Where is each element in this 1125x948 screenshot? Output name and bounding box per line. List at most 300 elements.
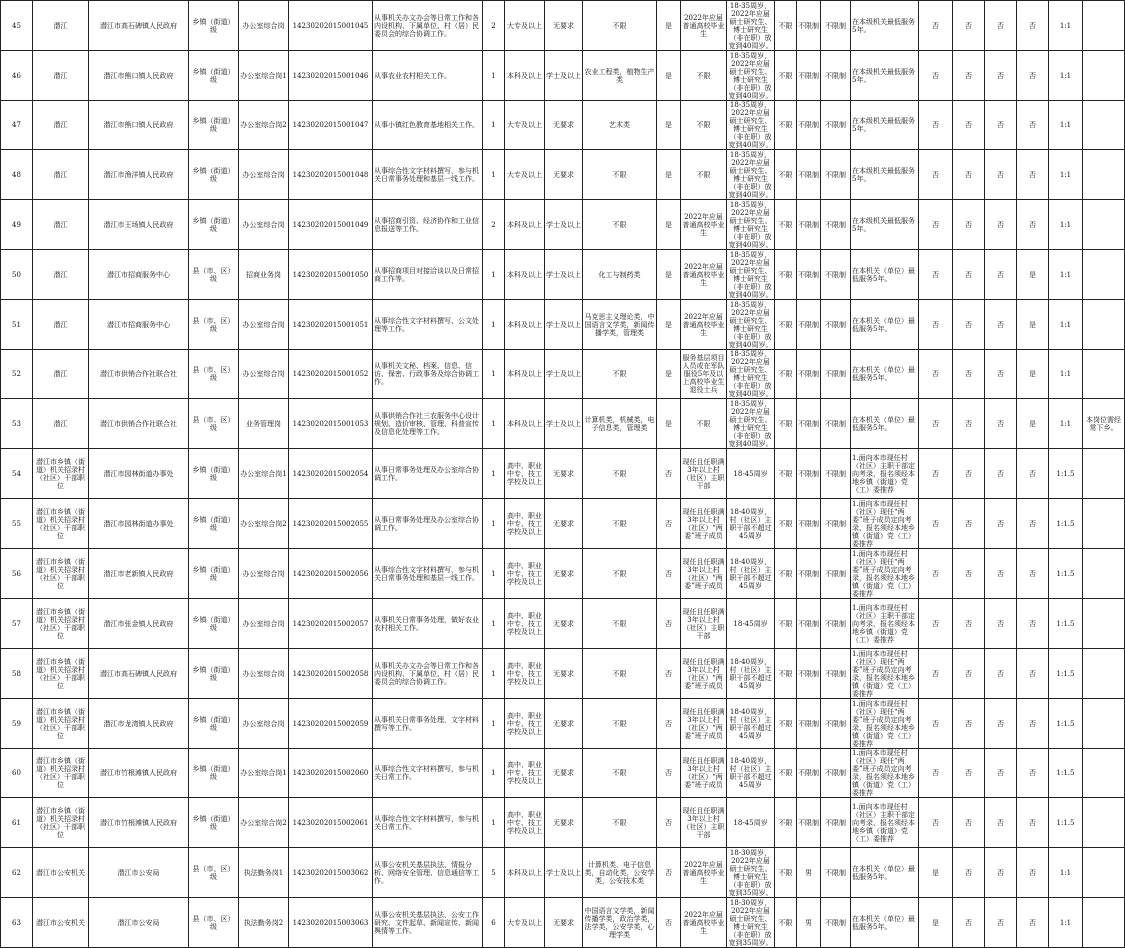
cell-row-number: 51	[1, 300, 33, 350]
cell-post-code: 14230202015002060	[289, 749, 373, 798]
cell-education: 高中、职业中专、技工学校及以上	[505, 499, 545, 549]
cell-age-requirement: 18-30周岁，2022年应届硕士研究生、博士研究生（非在职）放宽到35周岁。	[727, 848, 775, 898]
cell-c11: 2022年应届普通高校毕业生	[681, 1, 727, 51]
cell-c15: 不限制	[821, 499, 851, 549]
cell-region: 潜江市乡镇（街道）机关招录村（社区）干部职位	[33, 599, 89, 649]
cell-c17: 否	[919, 101, 953, 150]
cell-employer: 潜江市熊口镇人民政府	[89, 51, 189, 101]
cell-post-code: 14230202015001048	[289, 150, 373, 200]
cell-c13: 不限	[775, 699, 797, 749]
cell-c17: 否	[919, 749, 953, 798]
cell-region: 潜江	[33, 1, 89, 51]
cell-region: 潜江	[33, 150, 89, 200]
cell-region: 潜江市乡镇（街道）机关招录村（社区）干部职位	[33, 549, 89, 599]
cell-c10: 是	[657, 150, 681, 200]
cell-exam-ratio: 1:1	[1049, 848, 1083, 898]
cell-remarks	[1083, 250, 1125, 300]
table-row	[1, 150, 1125, 200]
cell-service-term: 在本级机关最低服务5年。	[851, 101, 919, 150]
cell-degree: 无要求	[545, 549, 583, 599]
cell-employer-level: 乡镇（街道）级	[189, 549, 239, 599]
cell-recruit-count: 1	[483, 399, 505, 449]
cell-duty-description: 从事机关文秘、档案、信息、信访、保密、行政事务及综合协调工作。	[373, 350, 483, 399]
cell-degree: 无要求	[545, 1, 583, 51]
cell-row-number: 57	[1, 599, 33, 649]
cell-c19: 否	[985, 250, 1017, 300]
cell-c10: 是	[657, 200, 681, 250]
cell-region: 潜江市乡镇（街道）机关招录村（社区）干部职位	[33, 449, 89, 499]
cell-c15: 不限制	[821, 549, 851, 599]
cell-age-requirement: 18-45周岁	[727, 449, 775, 499]
cell-c11: 不限	[681, 399, 727, 449]
cell-duty-description: 从事供销合作社三农服务中心设计规划、造价审核、管理、科普宣传及信息化处理等工作。	[373, 399, 483, 449]
cell-post-name: 招商业务岗	[239, 250, 289, 300]
cell-c11: 现任且任职满3年以上村（社区）主职干部	[681, 798, 727, 848]
table-row	[1, 649, 1125, 699]
cell-duty-description: 从事农业农村相关工作。	[373, 51, 483, 101]
cell-duty-description: 从事小镇红色教育基地相关工作。	[373, 101, 483, 150]
cell-recruit-count: 1	[483, 749, 505, 798]
table-row	[1, 399, 1125, 449]
cell-post-code: 14230202015002055	[289, 499, 373, 549]
cell-c11: 现任且任职满3年以上村（社区）“两委”班子成员	[681, 699, 727, 749]
cell-post-name: 办公室综合岗2	[239, 798, 289, 848]
cell-employer-level: 乡镇（街道）级	[189, 699, 239, 749]
cell-remarks	[1083, 649, 1125, 699]
cell-c11: 2022年应届普通高校毕业生	[681, 898, 727, 948]
cell-employer-level: 乡镇（街道）级	[189, 150, 239, 200]
cell-age-requirement: 18-40周岁，村（社区）主职干部不超过45周岁	[727, 749, 775, 798]
cell-degree: 无要求	[545, 749, 583, 798]
cell-c17: 否	[919, 599, 953, 649]
cell-c17: 是	[919, 898, 953, 948]
cell-exam-ratio: 1:1.5	[1049, 649, 1083, 699]
cell-employer: 潜江市竹根滩镇人民政府	[89, 798, 189, 848]
cell-gender: 不限制	[797, 499, 821, 549]
cell-c18: 否	[953, 200, 985, 250]
cell-employer-level: 县（市、区）级	[189, 848, 239, 898]
cell-employer: 潜江市渔洋镇人民政府	[89, 150, 189, 200]
cell-row-number: 49	[1, 200, 33, 250]
cell-employer: 潜江市张金镇人民政府	[89, 599, 189, 649]
cell-recruit-count: 1	[483, 798, 505, 848]
cell-recruit-count: 1	[483, 649, 505, 699]
cell-major: 不限	[583, 798, 657, 848]
cell-duty-description: 从事公安机关基层执法、情报分析、网络安全管理、信息通信等工作。	[373, 848, 483, 898]
cell-major: 不限	[583, 150, 657, 200]
cell-exam-ratio: 1:1	[1049, 150, 1083, 200]
cell-post-name: 办公室综合岗	[239, 549, 289, 599]
cell-exam-ratio: 1:1	[1049, 1, 1083, 51]
cell-service-term: 在本机关（单位）最低服务5年。	[851, 300, 919, 350]
cell-c11: 现任且任职满3年以上村（社区）主职干部	[681, 599, 727, 649]
cell-major: 计算机类，机械类，电子信息类，管理类	[583, 399, 657, 449]
table-row	[1, 749, 1125, 798]
cell-c20: 否	[1017, 200, 1049, 250]
cell-recruit-count: 1	[483, 300, 505, 350]
cell-c13: 不限	[775, 51, 797, 101]
cell-major: 不限	[583, 649, 657, 699]
cell-age-requirement: 18-40周岁，村（社区）主职干部不超过45周岁	[727, 499, 775, 549]
cell-c19: 否	[985, 1, 1017, 51]
cell-c19: 否	[985, 848, 1017, 898]
cell-remarks	[1083, 749, 1125, 798]
cell-c19: 否	[985, 699, 1017, 749]
cell-post-name: 执法勤务岗2	[239, 898, 289, 948]
cell-service-term: 在本机关（单位）最低服务5年。	[851, 848, 919, 898]
cell-c20: 是	[1017, 399, 1049, 449]
cell-education: 本科及以上	[505, 51, 545, 101]
cell-c19: 否	[985, 798, 1017, 848]
cell-exam-ratio: 1:1.5	[1049, 749, 1083, 798]
table-body	[1, 1, 1125, 948]
cell-row-number: 46	[1, 51, 33, 101]
cell-education: 高中、职业中专、技工学校及以上	[505, 699, 545, 749]
cell-degree: 无要求	[545, 101, 583, 150]
cell-post-code: 14230202015002056	[289, 549, 373, 599]
cell-c13: 不限	[775, 798, 797, 848]
cell-degree: 学士及以上	[545, 300, 583, 350]
table-row	[1, 200, 1125, 250]
cell-remarks	[1083, 300, 1125, 350]
cell-post-code: 14230202015001050	[289, 250, 373, 300]
cell-c11: 服务基层项目人员或在军队服役5年及以上高校毕业生退役士兵	[681, 350, 727, 399]
cell-c10: 否	[657, 898, 681, 948]
cell-c15: 不限制	[821, 699, 851, 749]
cell-service-term: 在本级机关最低服务5年。	[851, 150, 919, 200]
cell-remarks	[1083, 101, 1125, 150]
cell-post-code: 14230202015001045	[289, 1, 373, 51]
cell-education: 大专及以上	[505, 150, 545, 200]
cell-major: 农业工程类，植物生产类	[583, 51, 657, 101]
cell-recruit-count: 5	[483, 848, 505, 898]
cell-education: 高中、职业中专、技工学校及以上	[505, 549, 545, 599]
cell-c17: 否	[919, 399, 953, 449]
cell-c19: 否	[985, 549, 1017, 599]
cell-c13: 不限	[775, 250, 797, 300]
cell-employer-level: 县（市、区）级	[189, 300, 239, 350]
cell-c19: 否	[985, 350, 1017, 399]
cell-c10: 否	[657, 699, 681, 749]
cell-employer-level: 乡镇（街道）级	[189, 101, 239, 150]
cell-row-number: 54	[1, 449, 33, 499]
cell-employer: 潜江市熊口镇人民政府	[89, 101, 189, 150]
cell-age-requirement: 18-35周岁，2022年应届硕士研究生、博士研究生（非在职）放宽到40周岁。	[727, 250, 775, 300]
table-row	[1, 848, 1125, 898]
cell-exam-ratio: 1:1	[1049, 101, 1083, 150]
table-row	[1, 101, 1125, 150]
cell-service-term: 在本机关（单位）最低服务5年。	[851, 250, 919, 300]
cell-education: 本科及以上	[505, 300, 545, 350]
cell-degree: 学士及以上	[545, 51, 583, 101]
cell-gender: 不限制	[797, 150, 821, 200]
cell-c19: 否	[985, 599, 1017, 649]
cell-exam-ratio: 1:1.5	[1049, 699, 1083, 749]
cell-c10: 是	[657, 1, 681, 51]
cell-c18: 否	[953, 898, 985, 948]
cell-gender: 不限制	[797, 51, 821, 101]
cell-c18: 否	[953, 599, 985, 649]
cell-c20: 否	[1017, 549, 1049, 599]
cell-row-number: 59	[1, 699, 33, 749]
cell-c10: 否	[657, 549, 681, 599]
cell-major: 不限	[583, 699, 657, 749]
cell-c15: 不限制	[821, 649, 851, 699]
cell-post-name: 办公室综合岗	[239, 599, 289, 649]
cell-c10: 是	[657, 399, 681, 449]
cell-exam-ratio: 1:1.5	[1049, 549, 1083, 599]
cell-recruit-count: 2	[483, 1, 505, 51]
cell-recruit-count: 1	[483, 599, 505, 649]
cell-employer: 潜江市招商服务中心	[89, 250, 189, 300]
cell-employer-level: 县（市、区）级	[189, 350, 239, 399]
cell-gender: 不限制	[797, 200, 821, 250]
cell-c11: 现任且任职满3年以上村（社区）“两委”班子成员	[681, 649, 727, 699]
cell-post-name: 办公室综合岗	[239, 699, 289, 749]
cell-c20: 否	[1017, 101, 1049, 150]
cell-age-requirement: 18-35周岁，2022年应届硕士研究生、博士研究生（非在职）放宽到40周岁。	[727, 399, 775, 449]
cell-recruit-count: 1	[483, 250, 505, 300]
cell-exam-ratio: 1:1	[1049, 200, 1083, 250]
cell-c11: 2022年应届普通高校毕业生	[681, 300, 727, 350]
cell-post-name: 办公室综合岗	[239, 200, 289, 250]
cell-exam-ratio: 1:1	[1049, 250, 1083, 300]
cell-employer-level: 乡镇（街道）级	[189, 649, 239, 699]
cell-remarks	[1083, 350, 1125, 399]
cell-c20: 否	[1017, 599, 1049, 649]
cell-row-number: 53	[1, 399, 33, 449]
cell-service-term: 在本级机关最低服务5年。	[851, 51, 919, 101]
cell-post-name: 办公室综合岗	[239, 350, 289, 399]
cell-duty-description: 从事公安机关基层执法、公安工作研究、文件起草、新闻宣传、新闻舆情等工作。	[373, 898, 483, 948]
cell-post-code: 14230202015002057	[289, 599, 373, 649]
cell-employer-level: 乡镇（街道）级	[189, 749, 239, 798]
cell-major: 不限	[583, 1, 657, 51]
cell-region: 潜江	[33, 200, 89, 250]
cell-service-term: 在本机关（单位）最低服务5年。	[851, 350, 919, 399]
cell-service-term: 在本机关（单位）最低服务5年。	[851, 399, 919, 449]
cell-c11: 不限	[681, 51, 727, 101]
cell-exam-ratio: 1:1	[1049, 300, 1083, 350]
cell-employer-level: 乡镇（街道）级	[189, 798, 239, 848]
cell-c13: 不限	[775, 150, 797, 200]
cell-exam-ratio: 1:1.5	[1049, 499, 1083, 549]
cell-c19: 否	[985, 749, 1017, 798]
cell-employer: 潜江市园林街道办事处	[89, 449, 189, 499]
cell-c11: 现任且任职满3年以上村（社区）主职干部	[681, 449, 727, 499]
cell-post-name: 业务管理岗	[239, 399, 289, 449]
cell-c20: 否	[1017, 51, 1049, 101]
cell-row-number: 63	[1, 898, 33, 948]
cell-c20: 否	[1017, 699, 1049, 749]
cell-duty-description: 从事机关办文办会等日常工作和各内设机构、下属单位、村（居）民委员会的综合协调工作。	[373, 1, 483, 51]
cell-c17: 否	[919, 51, 953, 101]
cell-c17: 否	[919, 699, 953, 749]
cell-education: 大专及以上	[505, 898, 545, 948]
cell-c18: 否	[953, 399, 985, 449]
cell-exam-ratio: 1:1	[1049, 51, 1083, 101]
cell-c15: 不限制	[821, 898, 851, 948]
cell-post-code: 14230202015001047	[289, 101, 373, 150]
cell-c18: 否	[953, 499, 985, 549]
cell-degree: 学士及以上	[545, 200, 583, 250]
cell-c19: 否	[985, 449, 1017, 499]
cell-c17: 否	[919, 798, 953, 848]
cell-c13: 不限	[775, 350, 797, 399]
cell-remarks	[1083, 599, 1125, 649]
cell-recruit-count: 1	[483, 449, 505, 499]
cell-post-name: 执法勤务岗1	[239, 848, 289, 898]
cell-c10: 是	[657, 250, 681, 300]
cell-c20: 否	[1017, 848, 1049, 898]
cell-c11: 现任且任职满3年以上村（社区）“两委”班子成员	[681, 749, 727, 798]
cell-c13: 不限	[775, 300, 797, 350]
cell-row-number: 56	[1, 549, 33, 599]
cell-age-requirement: 18-35周岁，2022年应届硕士研究生、博士研究生（非在职）放宽到40周岁。	[727, 150, 775, 200]
cell-c15: 不限制	[821, 101, 851, 150]
cell-education: 高中、职业中专、技工学校及以上	[505, 649, 545, 699]
cell-employer: 潜江市公安局	[89, 898, 189, 948]
cell-employer-level: 乡镇（街道）级	[189, 449, 239, 499]
cell-age-requirement: 18-40周岁，村（社区）主职干部不超过45周岁	[727, 699, 775, 749]
cell-employer-level: 乡镇（街道）级	[189, 200, 239, 250]
table-row	[1, 499, 1125, 549]
cell-degree: 学士及以上	[545, 350, 583, 399]
cell-remarks	[1083, 699, 1125, 749]
cell-row-number: 55	[1, 499, 33, 549]
cell-service-term: 1.面向本市现任村（社区）现任“两委”班子成员定向考录，报名须经本地乡镇（街道）党（工）委推荐	[851, 499, 919, 549]
cell-gender: 不限制	[797, 449, 821, 499]
table-row	[1, 300, 1125, 350]
cell-duty-description: 从事机关日常事务处理，做好农业农村相关工作。	[373, 599, 483, 649]
cell-c15: 不限制	[821, 51, 851, 101]
cell-post-name: 办公室综合岗1	[239, 749, 289, 798]
cell-post-code: 14230202015001046	[289, 51, 373, 101]
cell-exam-ratio: 1:1.5	[1049, 449, 1083, 499]
table-row	[1, 599, 1125, 649]
cell-c13: 不限	[775, 649, 797, 699]
cell-post-name: 办公室综合岗	[239, 150, 289, 200]
cell-exam-ratio: 1:1.5	[1049, 798, 1083, 848]
cell-row-number: 50	[1, 250, 33, 300]
cell-c15: 不限制	[821, 848, 851, 898]
cell-employer: 潜江市龙湾镇人民政府	[89, 699, 189, 749]
cell-gender: 不限制	[797, 798, 821, 848]
cell-c15: 不限制	[821, 599, 851, 649]
cell-gender: 不限制	[797, 250, 821, 300]
cell-recruit-count: 2	[483, 200, 505, 250]
cell-service-term: 在本级机关最低服务5年。	[851, 200, 919, 250]
table-row	[1, 898, 1125, 948]
cell-c11: 不限	[681, 150, 727, 200]
cell-service-term: 1.面向本市现任村（社区）现任“两委”班子成员定向考录，报名须经本地乡镇（街道）党（工）委推荐	[851, 749, 919, 798]
cell-major: 不限	[583, 549, 657, 599]
cell-employer: 潜江市老新镇人民政府	[89, 549, 189, 599]
cell-degree: 无要求	[545, 699, 583, 749]
cell-duty-description: 从事综合性文字材料撰写，参与机关日常事务处理和基层一线工作。	[373, 549, 483, 599]
cell-duty-description: 从事综合性文字材料撰写，参与机关日常工作。	[373, 749, 483, 798]
cell-c17: 否	[919, 649, 953, 699]
cell-remarks	[1083, 200, 1125, 250]
cell-c10: 否	[657, 449, 681, 499]
cell-c13: 不限	[775, 898, 797, 948]
cell-gender: 不限制	[797, 749, 821, 798]
table-row	[1, 798, 1125, 848]
cell-major: 不限	[583, 599, 657, 649]
cell-c10: 是	[657, 300, 681, 350]
cell-c11: 2022年应届普通高校毕业生	[681, 848, 727, 898]
cell-gender: 不限制	[797, 599, 821, 649]
cell-c13: 不限	[775, 549, 797, 599]
cell-employer: 潜江市竹根滩镇人民政府	[89, 749, 189, 798]
cell-c20: 是	[1017, 250, 1049, 300]
cell-service-term: 1.面向本市现任村（社区）现任“两委”班子成员定向考录，报名须经本地乡镇（街道）党（工）委推荐	[851, 699, 919, 749]
cell-c19: 否	[985, 399, 1017, 449]
cell-post-name: 办公室综合岗	[239, 649, 289, 699]
cell-c13: 不限	[775, 1, 797, 51]
cell-major: 化工与制药类	[583, 250, 657, 300]
cell-age-requirement: 18-45周岁	[727, 599, 775, 649]
table-row	[1, 250, 1125, 300]
cell-degree: 无要求	[545, 649, 583, 699]
cell-major: 计算机类，电子信息类，自动化类，公安学类，公安技术类	[583, 848, 657, 898]
cell-education: 本科及以上	[505, 250, 545, 300]
cell-remarks	[1083, 1, 1125, 51]
cell-recruit-count: 6	[483, 898, 505, 948]
cell-recruit-count: 1	[483, 549, 505, 599]
cell-c20: 否	[1017, 449, 1049, 499]
cell-age-requirement: 18-35周岁，2022年应届硕士研究生、博士研究生（非在职）放宽到40周岁。	[727, 1, 775, 51]
cell-remarks	[1083, 449, 1125, 499]
cell-c20: 是	[1017, 300, 1049, 350]
cell-service-term: 1.面向本市现任村（社区）主职干部定向考录，报名须经本地乡镇（街道）党（工）委推荐	[851, 449, 919, 499]
cell-c18: 否	[953, 649, 985, 699]
cell-c17: 否	[919, 449, 953, 499]
cell-c17: 否	[919, 250, 953, 300]
cell-remarks	[1083, 898, 1125, 948]
cell-row-number: 47	[1, 101, 33, 150]
cell-post-code: 14230202015001049	[289, 200, 373, 250]
cell-post-name: 办公室综合岗2	[239, 499, 289, 549]
cell-post-code: 14230202015002054	[289, 449, 373, 499]
cell-duty-description: 从事机关办文办会等日常工作和各内设机构、下属单位、村（居）民委员会的综合协调工作。	[373, 649, 483, 699]
cell-region: 潜江市乡镇（街道）机关招录村（社区）干部职位	[33, 749, 89, 798]
cell-duty-description: 从事综合性文字材料撰写、公文处理等工作。	[373, 300, 483, 350]
cell-employer: 潜江市招商服务中心	[89, 300, 189, 350]
cell-c17: 否	[919, 150, 953, 200]
cell-region: 潜江	[33, 350, 89, 399]
cell-row-number: 58	[1, 649, 33, 699]
cell-post-name: 办公室综合岗2	[239, 101, 289, 150]
cell-major: 不限	[583, 749, 657, 798]
cell-c18: 否	[953, 848, 985, 898]
cell-employer-level: 县（市、区）级	[189, 898, 239, 948]
cell-c11: 2022年应届普通高校毕业生	[681, 200, 727, 250]
cell-c19: 否	[985, 51, 1017, 101]
cell-exam-ratio: 1:1	[1049, 898, 1083, 948]
cell-age-requirement: 18-35周岁，2022年应届硕士研究生、博士研究生（非在职）放宽到40周岁。	[727, 200, 775, 250]
cell-c13: 不限	[775, 749, 797, 798]
cell-c18: 否	[953, 798, 985, 848]
cell-degree: 无要求	[545, 599, 583, 649]
cell-duty-description: 从事日常事务处理及办公室综合协调工作。	[373, 499, 483, 549]
cell-degree: 无要求	[545, 150, 583, 200]
cell-c10: 否	[657, 798, 681, 848]
cell-employer: 潜江市园林街道办事处	[89, 499, 189, 549]
cell-c17: 否	[919, 1, 953, 51]
cell-c18: 否	[953, 300, 985, 350]
cell-service-term: 在本机关（单位）最低服务5年。	[851, 898, 919, 948]
